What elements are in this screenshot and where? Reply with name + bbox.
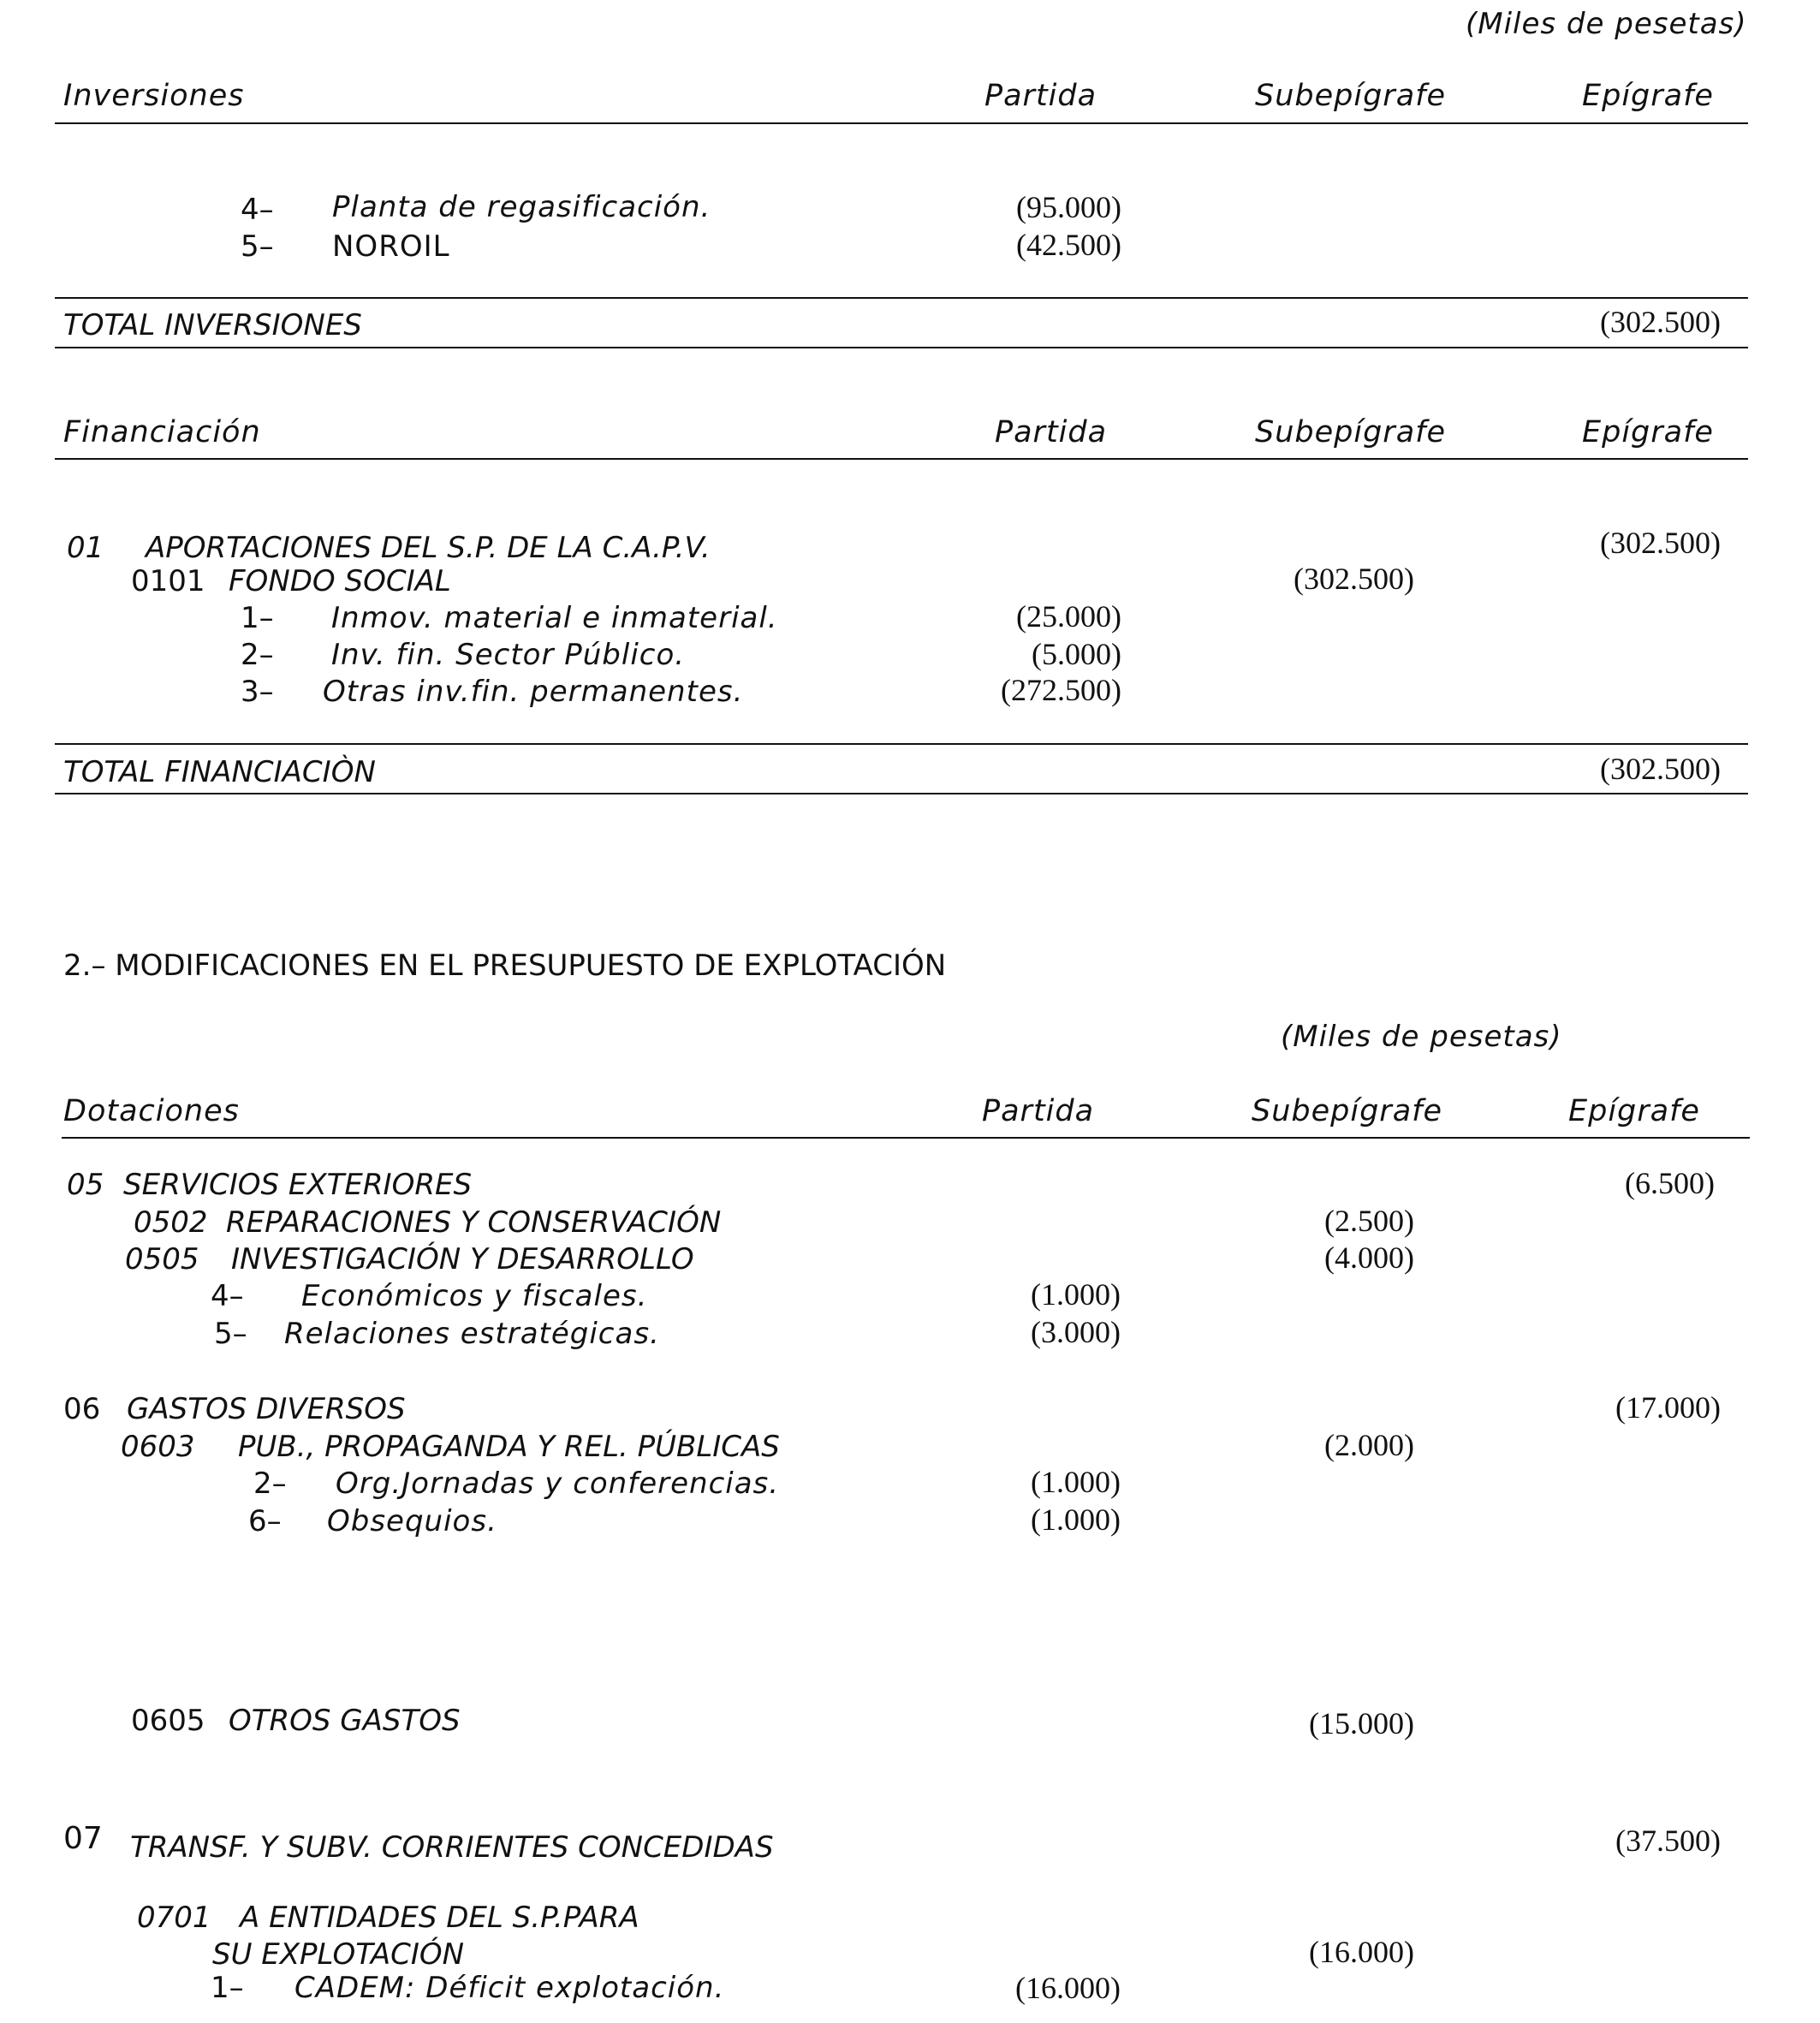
row-number: 1– <box>241 601 274 635</box>
subgroup-code: 0101 <box>131 564 205 598</box>
total-inversiones-value: (302.500) <box>1600 305 1721 339</box>
subepigrafe-value: (302.500) <box>1294 562 1414 596</box>
row-number: 1– <box>211 1971 244 2005</box>
row-number: 2– <box>241 638 274 672</box>
row-number: 5– <box>214 1317 247 1351</box>
partida-value: (16.000) <box>1015 1971 1121 2005</box>
subgroup-code: 0502 <box>134 1205 208 1240</box>
subepigrafe-value: (2.000) <box>1324 1428 1414 1462</box>
subgroup-label-cont: SU EXPLOTACIÓN <box>212 1937 465 1972</box>
partida-value: (25.000) <box>1016 599 1121 634</box>
subgroup-code: 0605 <box>131 1704 205 1738</box>
total-inversiones-label: TOTAL INVERSIONES <box>63 308 362 342</box>
subgroup-label: OTROS GASTOS <box>229 1704 461 1738</box>
header-rule <box>55 122 1748 124</box>
dotaciones-header-epigrafe: Epígrafe <box>1568 1094 1700 1128</box>
subgroup-label: A ENTIDADES DEL S.P.PARA <box>240 1901 639 1935</box>
subepigrafe-value: (15.000) <box>1309 1706 1414 1740</box>
subgroup-code: 0603 <box>121 1430 195 1464</box>
total-financiacion-label: TOTAL FINANCIACIÒN <box>63 755 376 789</box>
subepigrafe-value: (4.000) <box>1324 1241 1414 1275</box>
financiacion-header-partida: Partida <box>995 415 1108 449</box>
row-label: Inmov. material e inmaterial. <box>331 601 778 635</box>
group-label: APORTACIONES DEL S.P. DE LA C.A.P.V. <box>146 531 711 565</box>
partida-value: (1.000) <box>1031 1465 1121 1499</box>
row-number: 3– <box>241 675 274 709</box>
subgroup-label: INVESTIGACIÓN Y DESARROLLO <box>231 1242 694 1276</box>
row-label: Planta de regasificación. <box>332 190 711 224</box>
group-code: 06 <box>63 1392 101 1426</box>
inversiones-header-epigrafe: Epígrafe <box>1582 79 1714 113</box>
financiacion-header-label: Financiación <box>63 415 261 449</box>
dotaciones-header-label: Dotaciones <box>63 1094 240 1128</box>
row-number: 6– <box>248 1504 282 1538</box>
subgroup-label: PUB., PROPAGANDA Y REL. PÚBLICAS <box>238 1430 780 1464</box>
group-label: SERVICIOS EXTERIORES <box>123 1168 473 1202</box>
subgroup-code: 0701 <box>137 1901 211 1935</box>
epigrafe-value: (17.000) <box>1615 1390 1721 1425</box>
row-number: 4– <box>241 193 274 227</box>
row-number: 5– <box>241 229 274 264</box>
inversiones-header-partida: Partida <box>984 79 1097 113</box>
header-rule <box>62 1137 1750 1139</box>
partida-value: (1.000) <box>1031 1277 1121 1312</box>
subgroup-label: REPARACIONES Y CONSERVACIÓN <box>226 1205 722 1240</box>
row-label: Org.Jornadas y conferencias. <box>336 1467 780 1501</box>
row-label: CADEM: Déficit explotación. <box>294 1971 725 2005</box>
group-label: TRANSF. Y SUBV. CORRIENTES CONCEDIDAS <box>130 1830 774 1865</box>
group-code: 01 <box>67 531 104 565</box>
group-label: GASTOS DIVERSOS <box>127 1392 406 1426</box>
financiacion-header-epigrafe: Epígrafe <box>1582 415 1714 449</box>
section-title: 2.– MODIFICACIONES EN EL PRESUPUESTO DE EXPLOTACIÓN <box>63 949 947 983</box>
row-number: 2– <box>253 1467 287 1501</box>
subgroup-code: 0505 <box>125 1242 199 1276</box>
partida-value: (95.000) <box>1016 190 1121 224</box>
total-rule-top <box>55 297 1748 299</box>
partida-value: (272.500) <box>1001 673 1121 707</box>
dotaciones-header-partida: Partida <box>982 1094 1095 1128</box>
header-rule <box>55 458 1748 460</box>
units-label: (Miles de pesetas) <box>1466 7 1747 41</box>
total-rule-top <box>55 743 1748 745</box>
units-label: (Miles de pesetas) <box>1281 1020 1562 1054</box>
partida-value: (42.500) <box>1016 228 1121 262</box>
epigrafe-value: (302.500) <box>1600 526 1721 560</box>
inversiones-header-subepigrafe: Subepígrafe <box>1255 79 1446 113</box>
group-code: 07 <box>63 1821 103 1856</box>
epigrafe-value: (6.500) <box>1625 1166 1715 1200</box>
dotaciones-header-subepigrafe: Subepígrafe <box>1252 1094 1442 1128</box>
total-rule-bottom <box>55 793 1748 794</box>
row-label: Obsequios. <box>327 1504 497 1538</box>
row-label: Inv. fin. Sector Público. <box>331 638 686 672</box>
row-label: Relaciones estratégicas. <box>284 1317 660 1351</box>
inversiones-header-label: Inversiones <box>63 79 245 113</box>
row-label: Económicos y fiscales. <box>301 1279 648 1313</box>
subepigrafe-value: (16.000) <box>1309 1935 1414 1969</box>
subgroup-label: FONDO SOCIAL <box>229 564 451 598</box>
group-code: 05 <box>67 1168 104 1202</box>
partida-value: (3.000) <box>1031 1315 1121 1349</box>
epigrafe-value: (37.500) <box>1615 1824 1721 1858</box>
partida-value: (1.000) <box>1031 1502 1121 1537</box>
row-label: Otras inv.fin. permanentes. <box>323 675 744 709</box>
partida-value: (5.000) <box>1032 637 1121 671</box>
subepigrafe-value: (2.500) <box>1324 1204 1414 1238</box>
total-financiacion-value: (302.500) <box>1600 752 1721 786</box>
financiacion-header-subepigrafe: Subepígrafe <box>1255 415 1446 449</box>
row-number: 4– <box>211 1279 244 1313</box>
total-rule-bottom <box>55 347 1748 348</box>
row-label: NOROIL <box>332 229 450 264</box>
